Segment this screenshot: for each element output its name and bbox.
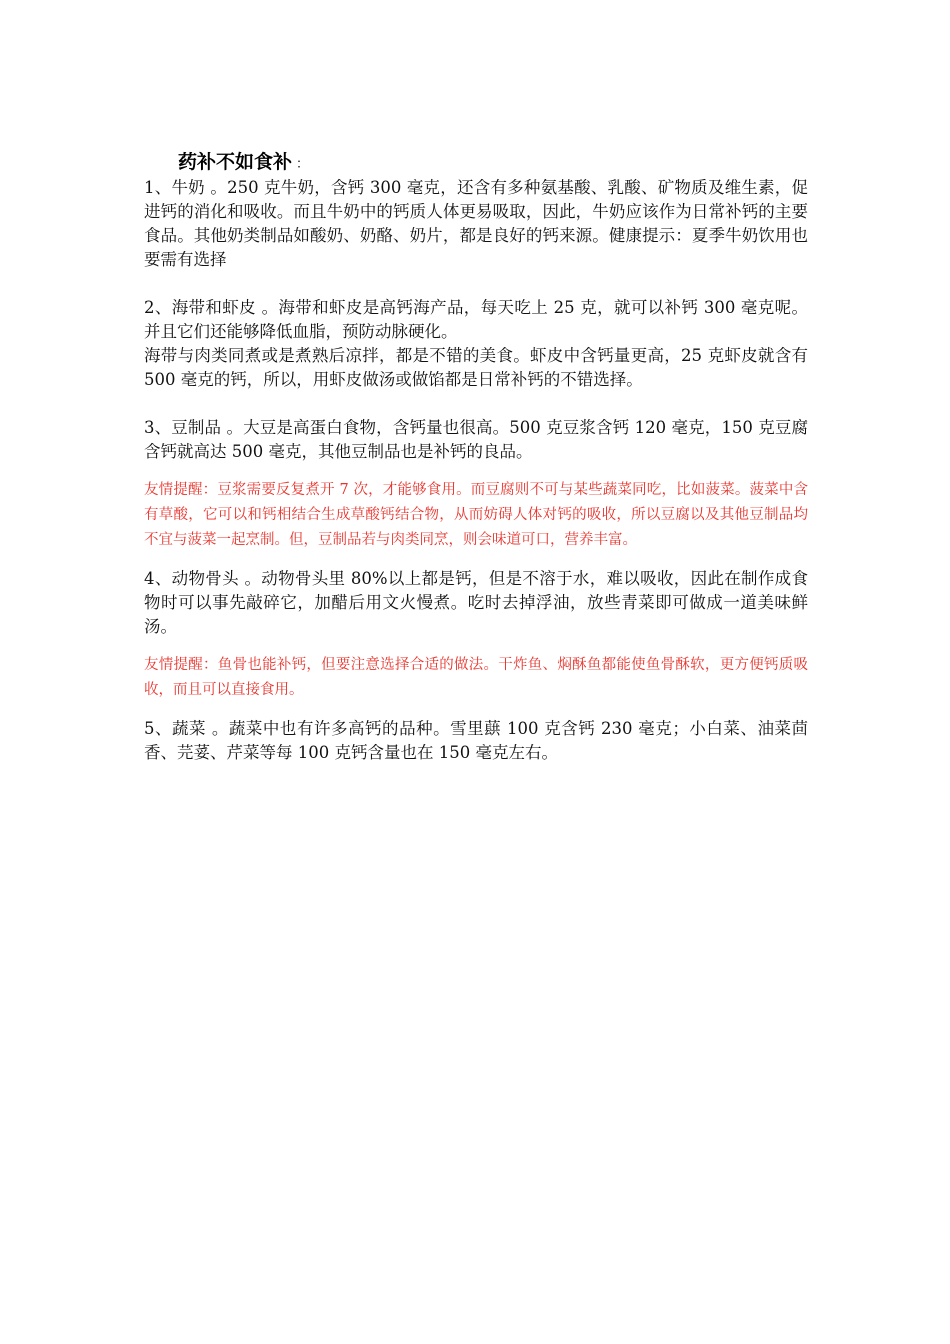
paragraph-bones: 4、动物骨头 。动物骨头里 80%以上都是钙，但是不溶于水，难以吸收，因此在制作成食物时可以事先敲碎它，加醋后用文火慢煮。吃时去掉浮油，放些青菜即可做成一道美味鲜汤。 (144, 569, 808, 636)
paragraph-soy: 3、豆制品 。大豆是高蛋白食物，含钙量也很高。500 克豆浆含钙 120 毫克，150 克豆腐含钙就高达 500 毫克，其他豆制品也是补钙的良品。 (144, 418, 808, 461)
paragraph-milk: 1、牛奶 。250 克牛奶，含钙 300 毫克，还含有多种氨基酸、乳酸、矿物质及维生素，促进钙的消化和吸收。而且牛奶中的钙质人体更易吸取，因此，牛奶应该作为日常补钙的主要食品。其他奶类制品如酸奶、奶酪、奶片，都是良好的钙来源。健康提示：夏季牛奶饮用也要需有选择 (144, 178, 808, 269)
paragraph-spacer (144, 272, 808, 296)
document-title: 药补不如食补 (178, 151, 293, 173)
paragraph-spacer (144, 639, 808, 653)
paragraph-spacer (144, 392, 808, 416)
paragraph-seaweed: 2、海带和虾皮 。海带和虾皮是高钙海产品，每天吃上 25 克，就可以补钙 300 毫克呢。并且它们还能够降低血脂，预防动脉硬化。 (144, 298, 808, 341)
paragraph-vegetables: 5、蔬菜 。蔬菜中也有许多高钙的品种。雪里蕻 100 克含钙 230 毫克；小白菜、油菜茴香、芫荽、芹菜等每 100 克钙含量也在 150 毫克左右。 (144, 719, 808, 762)
paragraph-spacer (144, 464, 808, 478)
tip-soy: 友情提醒：豆浆需要反复煮开 7 次，才能够食用。而豆腐则不可与某些蔬菜同吃，比如菠菜。菠菜中含有草酸，它可以和钙相结合生成草酸钙结合物，从而妨碍人体对钙的吸收，所以豆腐以及其他豆制品均不宜与菠菜一起烹制。但，豆制品若与肉类同烹，则会味道可口，营养丰富。 (144, 482, 808, 548)
paragraph-seaweed-continued: 海带与肉类同煮或是煮熟后凉拌，都是不错的美食。虾皮中含钙量更高，25 克虾皮就含有 500 毫克的钙，所以，用虾皮做汤或做馅都是日常补钙的不错选择。 (144, 346, 808, 389)
tip-bones: 友情提醒：鱼骨也能补钙，但要注意选择合适的做法。干炸鱼、焖酥鱼都能使鱼骨酥软，更方便钙质吸收，而且可以直接食用。 (144, 657, 808, 698)
paragraph-spacer (144, 553, 808, 567)
title-colon: ： (296, 157, 310, 172)
title-line (144, 148, 808, 176)
document-body (144, 148, 808, 765)
paragraph-spacer (144, 703, 808, 717)
